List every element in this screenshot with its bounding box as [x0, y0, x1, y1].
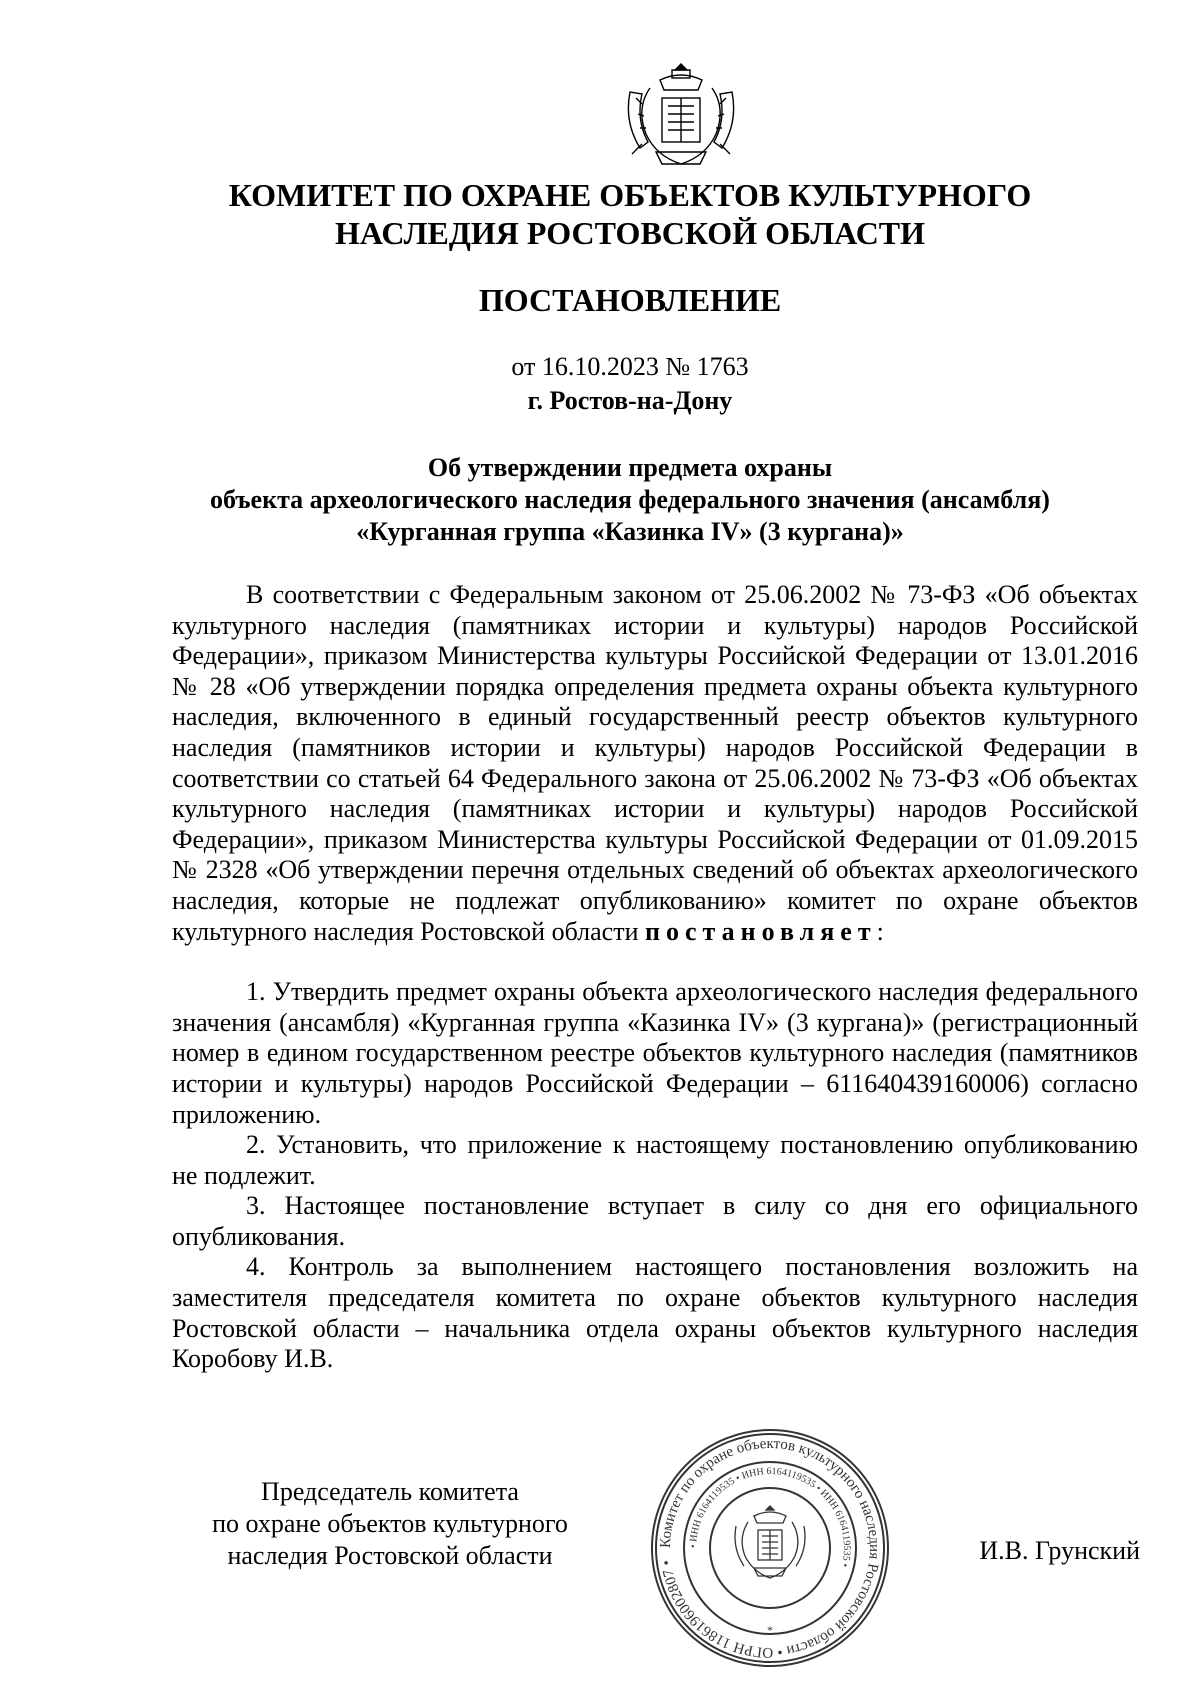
document-city: г. Ростов-на-Дону — [527, 386, 733, 415]
subject-line1: Об утверждении предмета охраны — [427, 453, 833, 482]
document-body — [172, 580, 1138, 1375]
signer-position — [180, 1476, 600, 1572]
document-subject — [170, 452, 1090, 548]
decree-colon: : — [876, 916, 884, 946]
preamble-paragraph — [172, 580, 1138, 947]
seal-emblem-icon — [735, 1506, 805, 1578]
seal-outer-text: Комитет по охране объектов культурного наследия Ростовской области • ОГРН 1186196002807 • — [657, 1435, 883, 1661]
subject-line2: объекта археологического наследия федерального значения (ансамбля) — [210, 485, 1050, 514]
signer-position-line3: наследия Ростовской области — [227, 1541, 553, 1570]
document-type: ПОСТАНОВЛЕНИЕ — [478, 282, 782, 318]
committee-title-line1: КОМИТЕТ ПО ОХРАНЕ ОБЪЕКТОВ КУЛЬТУРНОГО — [228, 177, 1032, 213]
list-item: 4. Контроль за выполнением настоящего постановления возложить на заместителя председателя комитета по охране объектов культурного наследия Ростовской области – начальника отдела охраны объектов культурного наследия Коробову И.В. — [172, 1252, 1138, 1374]
committee-title — [180, 176, 1080, 252]
list-item: 2. Установить, что приложение к настоящему постановлению опубликованию не подлежит. — [172, 1130, 1138, 1190]
signer-name: И.В. Грунский — [979, 1536, 1140, 1565]
signer-position-line1: Председатель комитета — [261, 1477, 519, 1506]
list-item: 3. Настоящее постановление вступает в силу со дня его официального опубликования. — [172, 1191, 1138, 1251]
document-date-number: от 16.10.2023 № 1763 — [511, 352, 749, 381]
signer-position-line2: по охране объектов культурного — [212, 1509, 568, 1538]
seal-star-icon: * — [767, 1623, 773, 1637]
seal-inner-text: • ИНН 6164119535 • ИНН 6164119535 • ИНН 6164119535 • — [687, 1465, 853, 1569]
committee-title-line2: НАСЛЕДИЯ РОСТОВСКОЙ ОБЛАСТИ — [334, 215, 926, 251]
list-item: 1. Утвердить предмет охраны объекта археологического наследия федерального значения (ансамбля) «Курганная группа «Казинка IV» (3 кургана)» (регистрационный номер в едином государственном реестре объектов культурного наследия (памятников истории и культуры) народов Российской Федерации – 611640439160006) согласно приложению. — [172, 977, 1138, 1129]
coat-of-arms-emblem — [620, 58, 742, 176]
preamble-text: В соответствии с Федеральным законом от 25.06.2002 № 73-ФЗ «Об объектах культурного наследия (памятниках истории и культуры) народов Российской Федерации», приказом Министерства культуры Российской Федерации от 13.01.2016 № 28 «Об утверждении порядка определения предмета охраны объекта культурного наследия, включенного в единый государственный реестр объектов культурного наследия (памятников истории и культуры) народов Российской Федерации в соответствии со статьей 64 Федерального закона от 25.06.2002 № 73-ФЗ «Об объектах культурного наследия (памятниках истории и культуры) народов Российской Федерации», приказом Министерства культуры Российской Федерации от 01.09.2015 № 2328 «Об утверждении перечня отдельных сведений об объектах археологического наследия, которые не подлежат опубликованию» комитет по охране объектов культурного наследия Ростовской области — [172, 580, 1138, 946]
official-seal-stamp — [648, 1426, 892, 1670]
subject-line3: «Курганная группа «Казинка IV» (3 кургана)» — [356, 517, 904, 546]
decree-word: постановляет — [645, 916, 877, 946]
